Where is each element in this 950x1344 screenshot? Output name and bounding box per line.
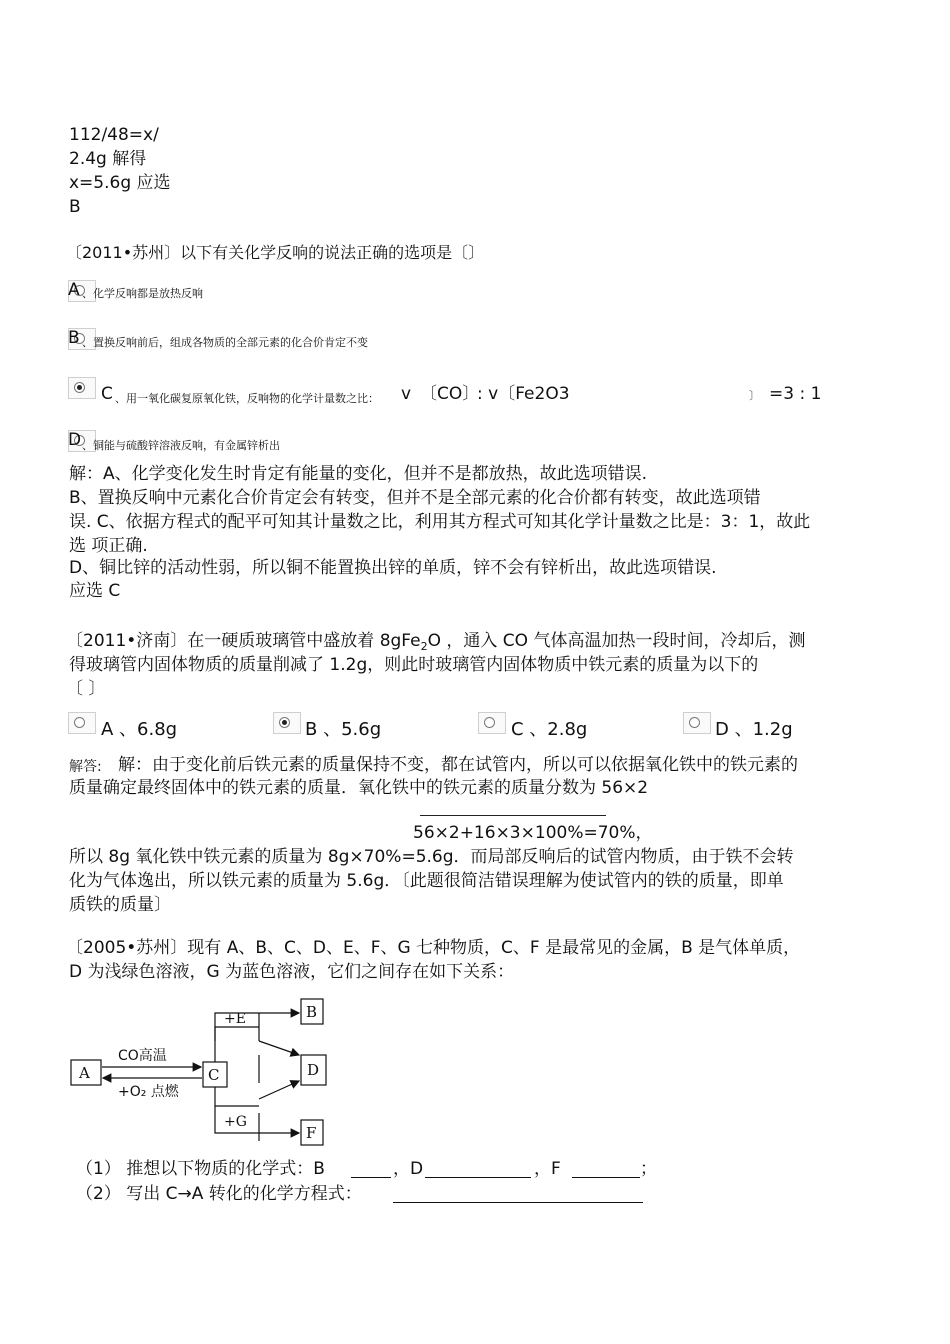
q2-answer-line-1: 解：由于变化前后铁元素的质量保持不变，都在试管内，所以可以依据氧化铁中的铁元素的 [118, 755, 798, 775]
q2-answer-label: 解答: [69, 759, 102, 775]
fraction-bar [420, 815, 606, 816]
q2-option-b-radio[interactable] [273, 712, 301, 734]
q2-option-c-text: C 、2.8g [511, 719, 588, 740]
q1-answer-line-4: 选 项正确. [69, 536, 148, 556]
diagram-label-a: A [79, 1064, 90, 1082]
q1-option-a-letter: A [68, 280, 80, 300]
q2-fraction: 56×2+16×3×100%=70%， [413, 823, 653, 843]
q3-sub1-prefix: （1） 推想以下物质的化学式：B [76, 1159, 325, 1179]
blank-b[interactable] [351, 1177, 391, 1178]
q1-option-b-text: 、置换反响前后，组成各物质的全部元素的化合价肯定不变 [82, 336, 368, 349]
q2-option-a-text: A 、6.8g [101, 719, 178, 740]
calc-line-4: B [69, 197, 81, 217]
q1-stem: 〔2011•苏州〕以下有关化学反响的说法正确的选项是〔〕 [66, 243, 485, 262]
diagram-label-co: CO高温 [118, 1048, 167, 1064]
q1-option-c-v2: : v〔Fe2O3 [477, 384, 570, 404]
q2-stem-b: O ，通入 CO 气体高温加热一段时间，冷却后，测 [427, 631, 806, 651]
q1-option-d-letter: D [68, 430, 82, 450]
q1-answer-line-2: B、置换反响中元素化合价肯定会有转变，但并不是全部元素的化合价都有转变，故此选项错 [69, 488, 761, 508]
calc-line-2: 2.4g 解得 [69, 149, 147, 169]
reaction-diagram [66, 993, 366, 1153]
q2-option-c-radio[interactable] [478, 712, 506, 734]
q2-option-d-text: D 、1.2g [715, 719, 793, 740]
q3-stem-line-1: 〔2005•苏州〕现有 A、B、C、D、E、F、G 七种物质，C、F 是最常见的金属，B 是气体单质， [66, 938, 801, 958]
q2-answer-line-2: 质量确定最终固体中的铁元素的质量．氧化铁中的铁元素的质量分数为 56×2 [69, 778, 649, 798]
blank-equation[interactable] [393, 1202, 643, 1203]
diagram-label-c: C [208, 1066, 220, 1084]
q2-answer-line-4: 化为气体逸出，所以铁元素的质量为 5.6g．〔此题很简洁错误理解为使试管内的铁的质量，即单 [69, 871, 784, 891]
q2-answer-line-5: 质铁的质量〕 [69, 895, 171, 915]
q1-answer-line-6: 应选 C [69, 581, 121, 601]
diagram-label-d: D [307, 1061, 320, 1079]
radio-icon [484, 717, 495, 728]
diagram-label-f: F [306, 1124, 317, 1142]
q2-option-a-radio[interactable] [68, 712, 96, 734]
q1-option-c-letter: C [101, 384, 113, 404]
q1-option-c-ratio: =3 : 1 [769, 384, 822, 404]
q1-answer-line-1: 解：A、化学变化发生时肯定有能量的变化，但并不是都放热，故此选项错误. [69, 464, 648, 484]
q1-option-c-radio[interactable] [68, 377, 96, 399]
q2-option-d-radio[interactable] [683, 712, 711, 734]
radio-icon [74, 717, 85, 728]
q3-sub1-f: ，F [534, 1159, 561, 1179]
q1-option-d-text: 、铜能与硫酸锌溶液反响，有金属锌析出 [82, 439, 280, 452]
q2-stem-sub: 2 [420, 640, 428, 653]
q2-stem-a: 〔2011•济南〕在一硬质玻璃管中盛放着 8gFe [66, 631, 421, 651]
radio-icon [689, 717, 700, 728]
q1-answer-line-5: D、铜比锌的活动性弱，所以铜不能置换出锌的单质，锌不会有锌析出，故此选项错误. [69, 558, 717, 578]
q3-sub2: （2） 写出 C→A 转化的化学方程式： [76, 1184, 362, 1204]
q3-stem-line-2: D 为浅绿色溶液，G 为蓝色溶液，它们之间存在如下关系： [69, 962, 515, 982]
q1-option-c-text: 、用一氧化碳复原氧化铁，反响物的化学计量数之比： [115, 392, 379, 405]
q2-answer-line-3: 所以 8g 氧化铁中铁元素的质量为 8g×70%=5.6g．而局部反响后的试管内物质，由于铁不会转 [69, 847, 794, 867]
q2-stem-line-2: 得玻璃管内固体物质的质量削减了 1.2g，则此时玻璃管内固体物质中铁元素的质量为以下的 [69, 655, 759, 675]
calc-line-3: x=5.6g 应选 [69, 173, 171, 193]
q1-option-c-v1: v [401, 384, 412, 404]
q1-option-b-letter: B [68, 328, 80, 348]
q2-option-b-text: B 、5.6g [305, 719, 382, 740]
calc-line-1: 112/48=x/ [69, 125, 159, 145]
branch-d-bottom [259, 1081, 299, 1099]
diagram-label-e: +E [224, 1011, 246, 1027]
q1-answer-line-3: 误. C、依据方程式的配平可知其计量数之比，利用其方程式可知其化学计量数之比是：3：1，故此 [69, 512, 811, 532]
q1-option-a-text: 、化学反响都是放热反响 [82, 287, 203, 300]
q1-option-c-close: 〕 [749, 389, 760, 402]
q2-stem-line-3: 〔 〕 [66, 679, 106, 699]
radio-selected-icon [279, 717, 290, 728]
blank-d[interactable] [425, 1177, 531, 1178]
diagram-label-o2: +O₂ 点燃 [118, 1084, 179, 1100]
blank-f[interactable] [572, 1177, 640, 1178]
diagram-label-g: +G [224, 1114, 247, 1130]
q1-option-c-co: 〔CO〕 [420, 384, 480, 404]
branch-d-top [259, 1041, 299, 1055]
q3-sub1-end: ； [640, 1159, 657, 1179]
q3-sub1-d: ，D [393, 1159, 424, 1179]
diagram-label-b: B [306, 1003, 318, 1021]
radio-selected-icon [74, 382, 85, 393]
